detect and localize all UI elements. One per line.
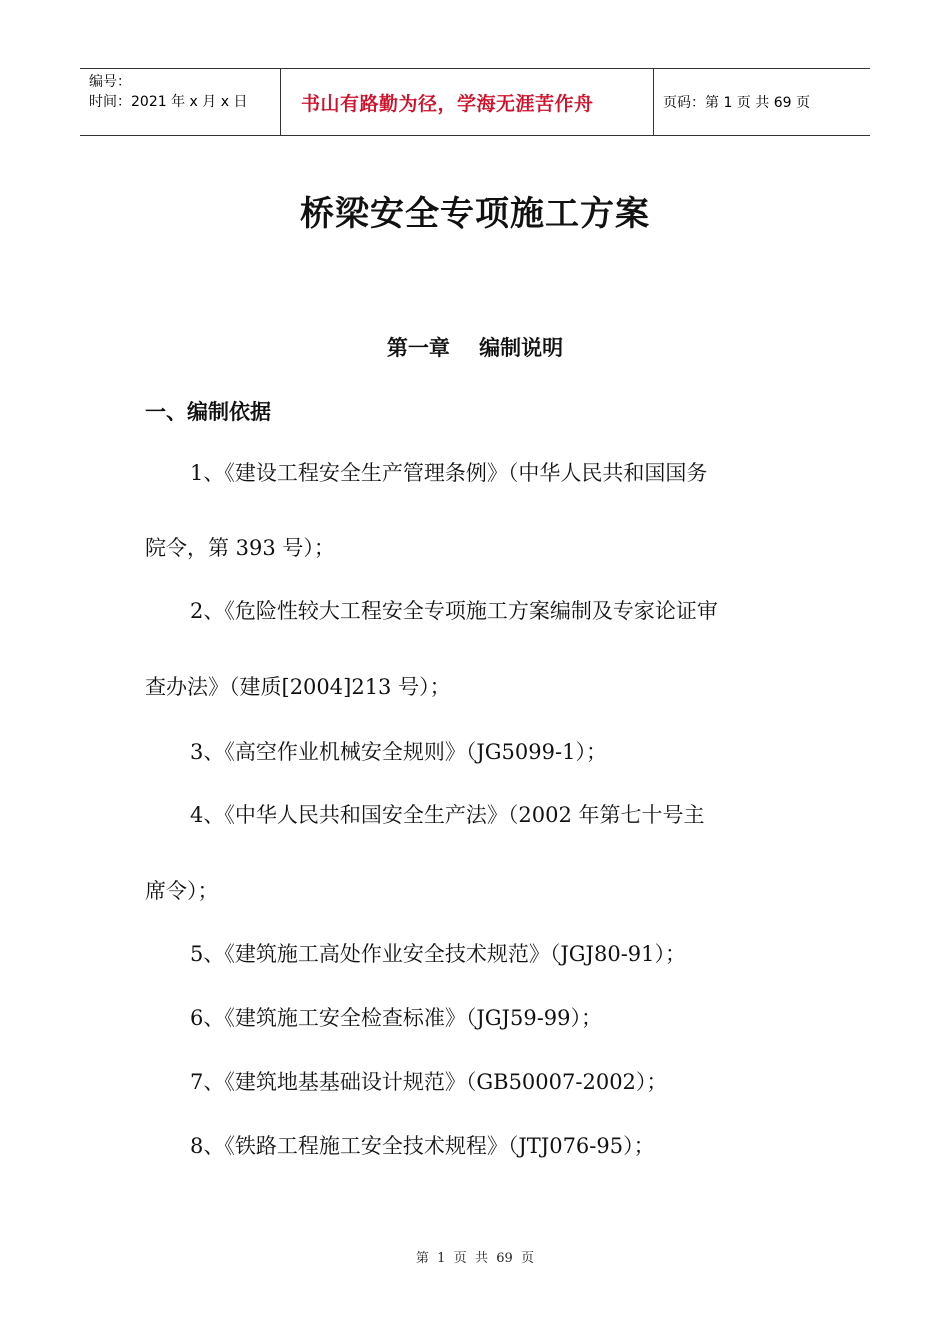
header-page-cell <box>654 69 870 135</box>
header-meta-cell <box>80 69 281 135</box>
document-time-label: 时间：2021 年 x 月 x 日 <box>89 94 248 110</box>
body-line: 1、《建设工程安全生产管理条例》（中华人民共和国国务 <box>190 461 708 485</box>
body-line: 8、《铁路工程施工安全技术规程》（JTJ076-95）； <box>190 1134 655 1158</box>
body-line: 2、《危险性较大工程安全专项施工方案编制及专家论证审 <box>190 599 718 623</box>
header-motto-cell <box>281 69 654 135</box>
body-line: 3、《高空作业机械安全规则》（JG5099-1）； <box>190 740 607 764</box>
body-line: 查办法》（建质[2004]213 号）； <box>145 675 451 699</box>
body-line: 7、《建筑地基基础设计规范》（GB50007-2002）； <box>190 1070 668 1094</box>
chapter-title: 第一章 编制说明 <box>386 336 564 360</box>
page-footer: 第 1 页 共 69 页 <box>415 1251 535 1266</box>
document-number-label: 编号： <box>89 74 131 90</box>
body-line: 6、《建筑施工安全检查标准》（JGJ59-99）； <box>190 1006 603 1030</box>
page-header <box>80 68 870 136</box>
section-title: 一、编制依据 <box>145 400 271 424</box>
body-line: 席令）； <box>145 879 219 903</box>
body-line: 4、《中华人民共和国安全生产法》（2002 年第七十号主 <box>190 803 705 827</box>
header-page-info: 页码：第 1 页 共 69 页 <box>663 95 810 111</box>
body-line: 5、《建筑施工高处作业安全技术规范》（JGJ80-91）； <box>190 942 687 966</box>
body-line: 院令，第 393 号）； <box>145 536 335 560</box>
header-motto: 书山有路勤为径，学海无涯苦作舟 <box>301 92 594 115</box>
document-title: 桥梁安全专项施工方案 <box>300 194 650 234</box>
